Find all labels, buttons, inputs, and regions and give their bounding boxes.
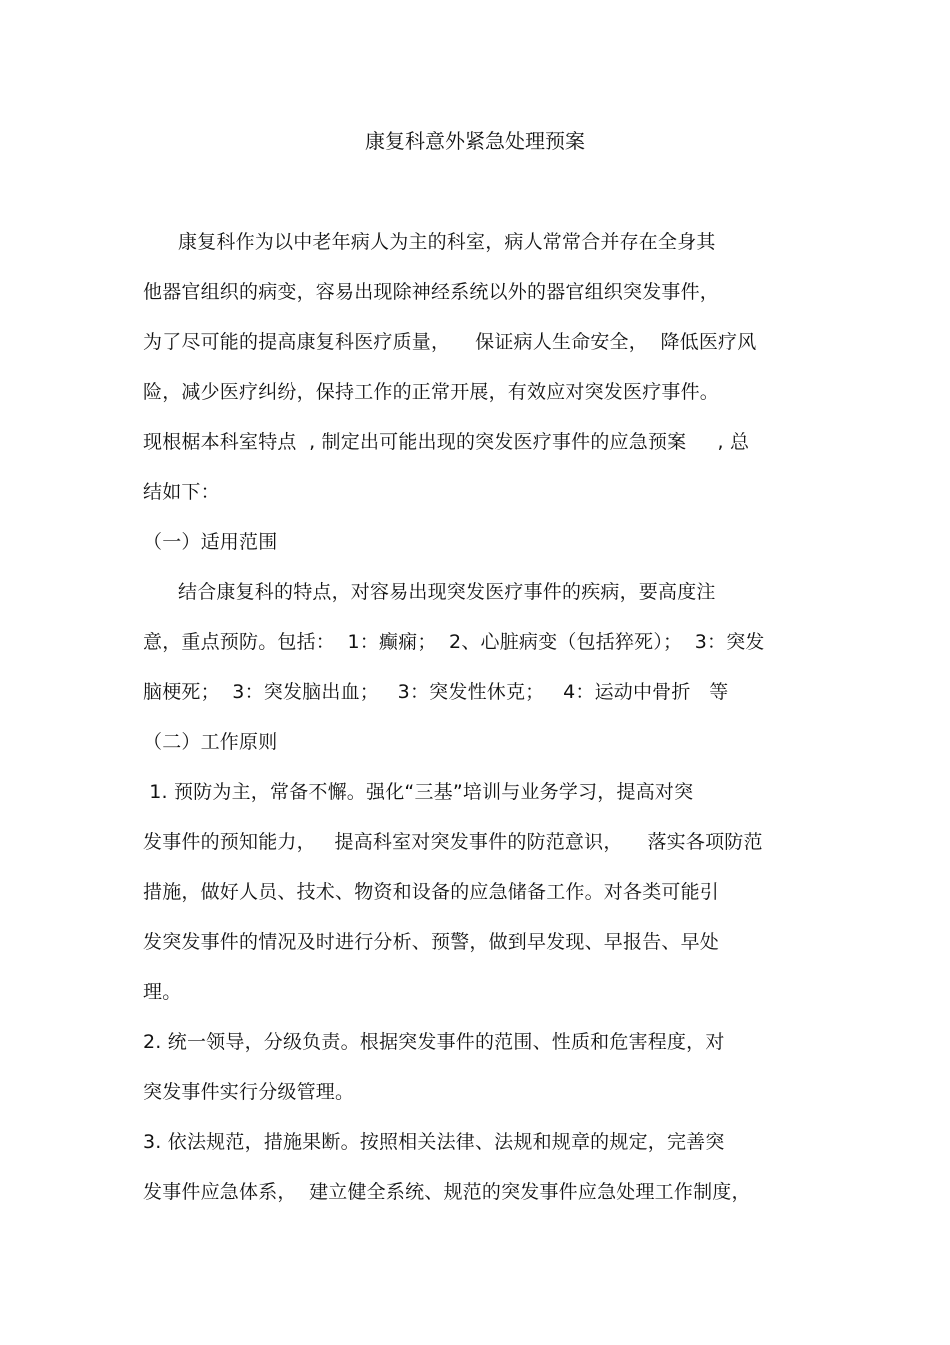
section-heading: （二）工作原则 [143,731,278,753]
paragraph-line: 康复科作为以中老年病人为主的科室，病人常常合并存在全身其 [178,231,716,253]
paragraph-line: 发事件应急体系， 建立健全系统、规范的突发事件应急处理工作制度， [143,1181,751,1203]
paragraph-line: 突发事件实行分级管理。 [143,1081,355,1103]
paragraph-line: 意，重点预防。包括： 1：癫痫； 2、心脏病变（包括猝死）； 3：突发 [143,631,765,653]
paragraph-line: 3. 依法规范，措施果断。按照相关法律、法规和规章的规定，完善突 [143,1131,725,1153]
paragraph-line: 为了尽可能的提高康复科医疗质量， 保证病人生命安全， 降低医疗风 [143,331,757,353]
paragraph-line: 险，减少医疗纠纷，保持工作的正常开展，有效应对突发医疗事件。 [143,381,720,403]
paragraph-line: 现根椐本科室特点 , 制定出可能出现的突发医疗事件的应急预案 , 总 [143,431,750,453]
paragraph-line: 2. 统一领导，分级负责。根据突发事件的范围、性质和危害程度，对 [143,1031,725,1053]
paragraph-line: 发突发事件的情况及时进行分析、预警，做到早发现、早报告、早处 [143,931,720,953]
paragraph-line: 措施，做好人员、技术、物资和设备的应急储备工作。对各类可能引 [143,881,720,903]
paragraph-line: 理。 [143,981,182,1003]
paragraph-line: 1. 预防为主，常备不懈。强化“三基”培训与业务学习，提高对突 [143,781,694,803]
paragraph-line: 发事件的预知能力， 提高科室对突发事件的防范意识， 落实各项防范 [143,831,763,853]
paragraph-line: 结合康复科的特点，对容易出现突发医疗事件的疾病，要高度注 [178,581,716,603]
document-title: 康复科意外紧急处理预案 [365,129,585,153]
section-heading: （一）适用范围 [143,531,278,553]
paragraph-line: 脑梗死； 3：突发脑出血； 3：突发性休克； 4：运动中骨折 等 [143,681,729,703]
paragraph-line: 他器官组织的病变，容易出现除神经系统以外的器官组织突发事件， [143,281,720,303]
paragraph-line: 结如下： [143,481,220,503]
